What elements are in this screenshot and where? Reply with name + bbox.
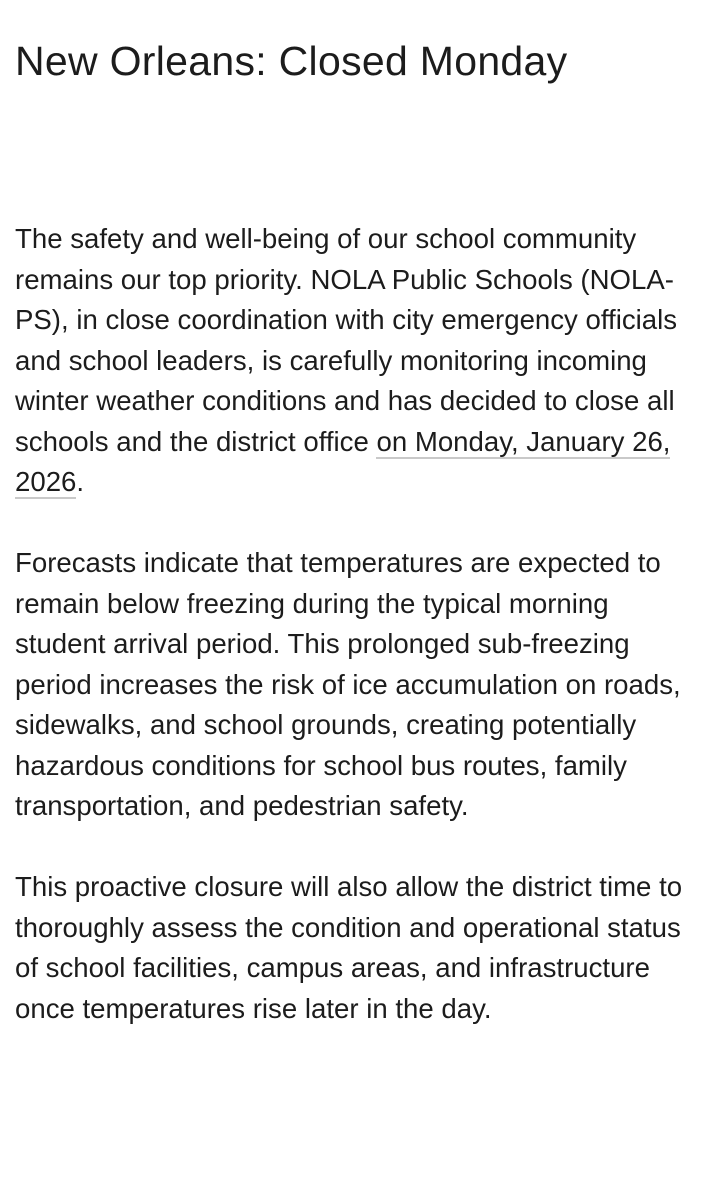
paragraph-text: The safety and well-being of our school community remains our top priority. NOLA Public Schools (NOLA-PS), in close coordination with city emergency officials and school leaders, is carefully monitoring incoming winter weather conditions and has decided to close all schools and the district office: [15, 223, 678, 457]
paragraph-assessment: This proactive closure will also allow the district time to thoroughly assess the condition and operational status of school facilities, campus areas, and infrastructure once temperatures rise later in the day.: [15, 871, 683, 1024]
announcement-body: [15, 219, 693, 1029]
paragraph-forecast: Forecasts indicate that temperatures are expected to remain below freezing during the typical morning student arrival period. This prolonged sub-freezing period increases the risk of ice accumulation on roads, sidewalks, and school grounds, creating potentially hazardous conditions for school bus routes, family transportation, and pedestrian safety.: [15, 547, 681, 821]
paragraph-text: .: [76, 466, 85, 497]
paragraph-closure-notice: [15, 219, 693, 503]
date-link[interactable]: on Monday, January 26,: [376, 425, 671, 457]
page-title: New Orleans: Closed Monday: [15, 38, 568, 84]
year-link[interactable]: 2026: [15, 466, 77, 497]
